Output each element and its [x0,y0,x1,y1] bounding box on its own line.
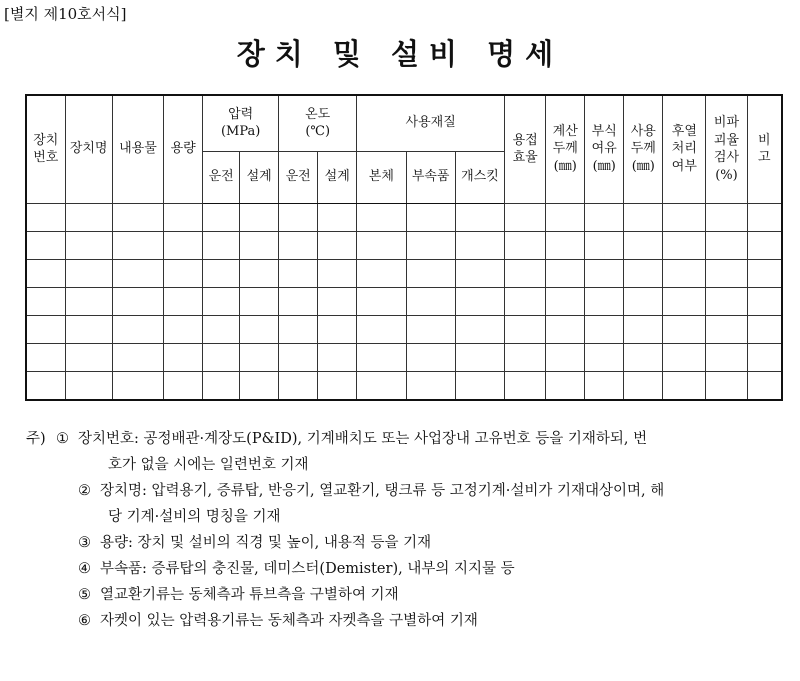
table-cell[interactable] [706,287,747,315]
table-cell[interactable] [546,343,585,371]
table-cell[interactable] [546,371,585,400]
table-cell[interactable] [505,343,546,371]
table-cell[interactable] [663,203,706,231]
table-cell[interactable] [546,231,585,259]
table-cell[interactable] [203,287,240,315]
table-cell[interactable] [240,343,279,371]
table-cell[interactable] [455,371,504,400]
table-cell[interactable] [406,371,455,400]
table-row [26,203,782,231]
header-remarks: 비 고 [747,95,782,203]
note-text: 자켓이 있는 압력용기류는 동체측과 자켓측을 구별하여 기재 [100,613,478,629]
table-cell[interactable] [357,231,406,259]
table-cell[interactable] [112,203,163,231]
header-material-body: 본체 [357,151,406,203]
table-cell[interactable] [546,287,585,315]
table-cell[interactable] [240,203,279,231]
table-cell[interactable] [318,315,357,343]
table-cell[interactable] [65,371,112,400]
table-cell[interactable] [164,203,203,231]
table-cell[interactable] [747,371,782,400]
header-weld-efficiency: 용접 효율 [505,95,546,203]
table-cell[interactable] [585,371,624,400]
page-title: 장치 및 설비 명세 [236,37,564,71]
table-cell[interactable] [164,315,203,343]
table-cell[interactable] [318,231,357,259]
header-pwht: 후열 처리 여부 [663,95,706,203]
header-temperature: 온도 (℃) [279,95,357,151]
table-row [26,371,782,400]
table-cell[interactable] [318,259,357,287]
header-pressure-design: 설계 [240,151,279,203]
table-cell[interactable] [26,315,65,343]
table-cell[interactable] [624,203,663,231]
table-cell[interactable] [585,203,624,231]
table-cell[interactable] [624,315,663,343]
header-calc-thickness: 계산 두께 (㎜) [546,95,585,203]
note-number: ② [78,483,91,499]
table-cell[interactable] [585,315,624,343]
notes-section [26,426,786,634]
table-cell[interactable] [164,343,203,371]
table-cell[interactable] [624,287,663,315]
table-cell[interactable] [164,287,203,315]
table-cell[interactable] [240,287,279,315]
note-text: 장치명: 압력용기, 증류탑, 반응기, 열교환기, 탱크류 등 고정기계·설비가 기재대상이며, 해 [100,483,665,499]
header-device-name: 장치명 [65,95,112,203]
header-material-gasket: 개스킷 [455,151,504,203]
table-cell[interactable] [26,259,65,287]
table-row [26,259,782,287]
table-cell[interactable] [706,259,747,287]
form-number: [별지 제10호서식] [4,5,127,23]
table-cell[interactable] [663,343,706,371]
table-cell[interactable] [357,343,406,371]
header-material-parts: 부속품 [406,151,455,203]
table-cell[interactable] [505,259,546,287]
table-cell[interactable] [747,287,782,315]
table-cell[interactable] [65,203,112,231]
header-used-thickness: 사용 두께 (㎜) [624,95,663,203]
table-cell[interactable] [279,371,318,400]
table-cell[interactable] [164,231,203,259]
note-number: ⑤ [78,587,91,603]
table-cell[interactable] [203,315,240,343]
note-continuation: 호가 없을 시에는 일련번호 기재 [108,457,309,473]
table-cell[interactable] [112,371,163,400]
table-cell[interactable] [318,287,357,315]
table-cell[interactable] [585,259,624,287]
table-cell[interactable] [505,287,546,315]
table-cell[interactable] [585,287,624,315]
table-cell[interactable] [203,259,240,287]
table-cell[interactable] [747,343,782,371]
table-cell[interactable] [663,259,706,287]
header-corrosion-allowance: 부식 여유 (㎜) [585,95,624,203]
table-cell[interactable] [406,203,455,231]
table-cell[interactable] [706,371,747,400]
table-cell[interactable] [747,315,782,343]
table-cell[interactable] [26,343,65,371]
table-cell[interactable] [585,231,624,259]
note-item [26,478,786,504]
table-cell[interactable] [455,259,504,287]
header-pressure-operating: 운전 [203,151,240,203]
notes-prefix: 주) [26,431,46,447]
table-cell[interactable] [663,371,706,400]
note-item [26,426,786,452]
table-cell[interactable] [318,371,357,400]
note-item [26,608,786,634]
table-cell[interactable] [747,259,782,287]
table-cell[interactable] [357,287,406,315]
header-contents: 내용물 [112,95,163,203]
header-material: 사용재질 [357,95,505,151]
table-cell[interactable] [505,315,546,343]
table-cell[interactable] [406,343,455,371]
table-cell[interactable] [279,231,318,259]
table-cell[interactable] [112,315,163,343]
note-continuation: 당 기계·설비의 명칭을 기재 [108,509,281,525]
header-ndt-ratio: 비파 괴율 검사 (%) [706,95,747,203]
table-cell[interactable] [663,231,706,259]
table-cell[interactable] [65,315,112,343]
table-cell[interactable] [455,231,504,259]
table-cell[interactable] [505,231,546,259]
table-cell[interactable] [455,343,504,371]
table-cell[interactable] [406,231,455,259]
table-cell[interactable] [279,287,318,315]
table-cell[interactable] [357,259,406,287]
table-cell[interactable] [26,371,65,400]
note-item [26,582,786,608]
table-cell[interactable] [357,371,406,400]
equipment-spec-table [25,94,783,401]
table-cell[interactable] [279,203,318,231]
table-body [26,203,782,400]
table-cell[interactable] [505,371,546,400]
table-cell[interactable] [706,203,747,231]
table-cell[interactable] [706,343,747,371]
table-cell[interactable] [65,287,112,315]
table-cell[interactable] [624,371,663,400]
note-item [26,530,786,556]
table-cell[interactable] [663,287,706,315]
note-text: 부속품: 증류탑의 충진물, 데미스터(Demister), 내부의 지지물 등 [100,561,515,577]
table-row [26,315,782,343]
note-text: 장치번호: 공정배관·계장도(P&ID), 기계배치도 또는 사업장내 고유번호 등을 기재하되, 번 [78,431,648,447]
table-cell[interactable] [546,203,585,231]
table-cell[interactable] [26,231,65,259]
table-cell[interactable] [747,231,782,259]
table-cell[interactable] [624,259,663,287]
table-cell[interactable] [279,343,318,371]
table-cell[interactable] [546,259,585,287]
table-cell[interactable] [357,315,406,343]
table-cell[interactable] [706,231,747,259]
note-text: 용량: 장치 및 설비의 직경 및 높이, 내용적 등을 기재 [100,535,432,551]
table-cell[interactable] [279,315,318,343]
table-cell[interactable] [240,371,279,400]
table-cell[interactable] [203,203,240,231]
table-cell[interactable] [279,259,318,287]
header-temperature-operating: 운전 [279,151,318,203]
table-cell[interactable] [505,203,546,231]
table-cell[interactable] [318,343,357,371]
table-cell[interactable] [112,231,163,259]
table-cell[interactable] [455,287,504,315]
table-cell[interactable] [624,343,663,371]
table-cell[interactable] [240,231,279,259]
table-cell[interactable] [112,259,163,287]
table-cell[interactable] [240,315,279,343]
table-cell[interactable] [406,259,455,287]
table-cell[interactable] [112,343,163,371]
note-item [26,556,786,582]
table-cell[interactable] [706,315,747,343]
table-cell[interactable] [357,203,406,231]
note-number: ⑥ [78,613,91,629]
table-cell[interactable] [203,371,240,400]
table-cell[interactable] [65,259,112,287]
table-row [26,343,782,371]
table-cell[interactable] [747,203,782,231]
table-cell[interactable] [546,315,585,343]
table-cell[interactable] [406,315,455,343]
table-row [26,231,782,259]
header-pressure: 압력 (MPa) [203,95,279,151]
table-cell[interactable] [203,231,240,259]
table-row [26,287,782,315]
note-number: ③ [78,535,91,551]
table-cell[interactable] [455,203,504,231]
header-device-number: 장치 번호 [26,95,65,203]
table-cell[interactable] [406,287,455,315]
note-number: ④ [78,561,91,577]
table-cell[interactable] [624,231,663,259]
table-cell[interactable] [585,343,624,371]
table-cell[interactable] [26,287,65,315]
note-number: ① [56,431,69,447]
table-cell[interactable] [65,231,112,259]
table-cell[interactable] [240,259,279,287]
table-cell[interactable] [455,315,504,343]
table-cell[interactable] [65,343,112,371]
table-cell[interactable] [164,259,203,287]
table-cell[interactable] [164,371,203,400]
table-cell[interactable] [26,203,65,231]
table-cell[interactable] [318,203,357,231]
table-cell[interactable] [203,343,240,371]
header-capacity: 용량 [164,95,203,203]
table-cell[interactable] [112,287,163,315]
note-text: 열교환기류는 동체측과 튜브측을 구별하여 기재 [100,587,399,603]
table-cell[interactable] [663,315,706,343]
header-temperature-design: 설계 [318,151,357,203]
